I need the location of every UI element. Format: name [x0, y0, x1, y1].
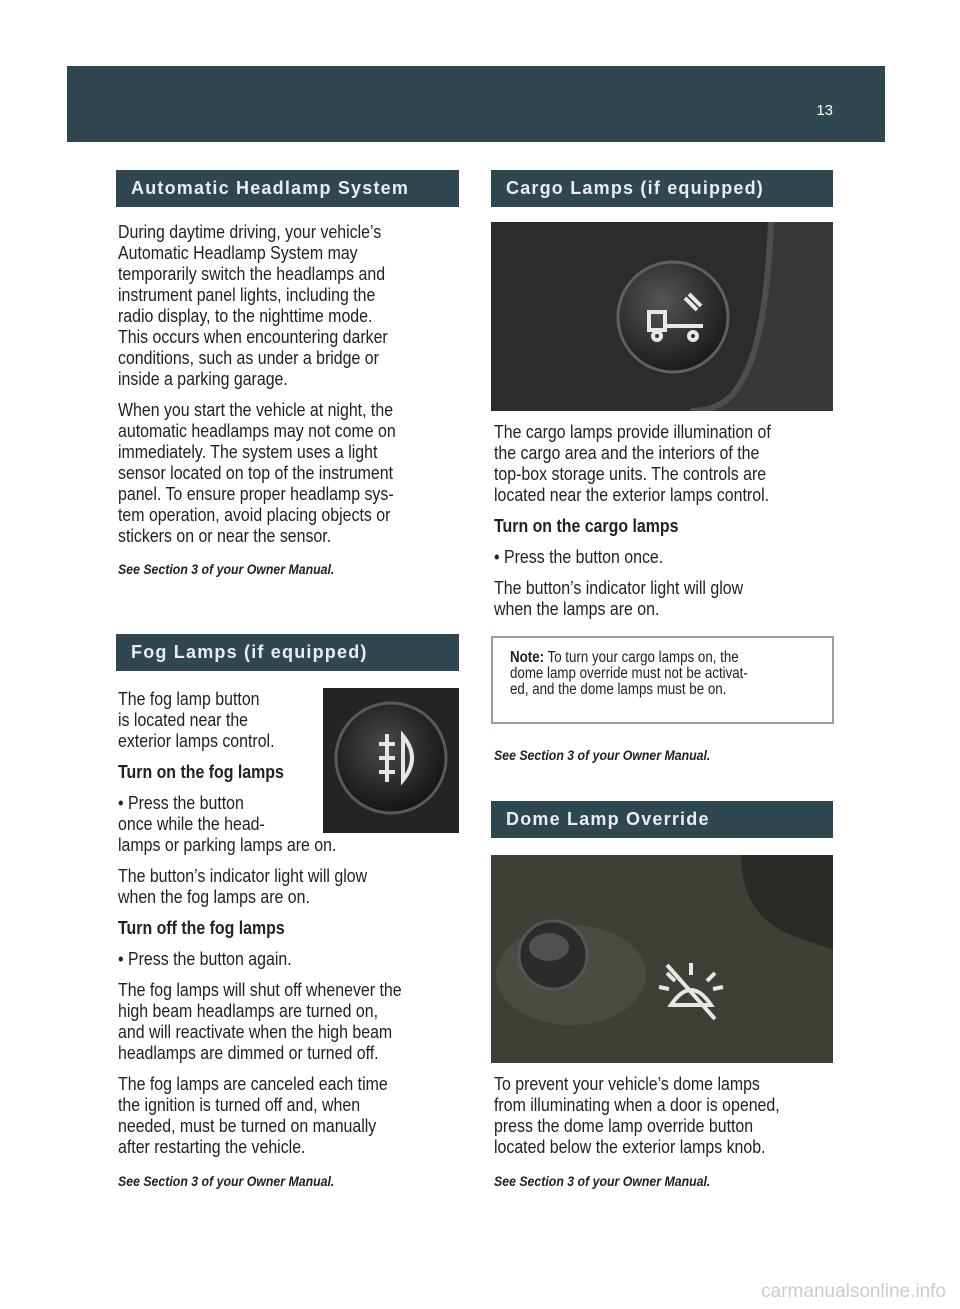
fog-turn-on-heading: Turn on the fog lamps [118, 761, 284, 782]
fog-heading: Fog Lamps (if equipped) [116, 634, 459, 671]
dome-body [494, 1073, 836, 1192]
fog-ref: See Section 3 of your Owner Manual. [118, 1173, 335, 1189]
cargo-ref-wrap [494, 745, 836, 766]
watermark: carmanualsonline.info [761, 1281, 946, 1302]
dome-section [491, 801, 833, 838]
auto-headlamp-body [118, 221, 463, 580]
dome-description: To prevent your vehicle’s dome lamps from illuminating when a door is opened, press the dome lamp override button located below the exterior lamps knob. [494, 1073, 780, 1157]
dome-ref: See Section 3 of your Owner Manual. [494, 1173, 711, 1189]
cargo-ref: See Section 3 of your Owner Manual. [494, 747, 711, 763]
fog-section [116, 634, 459, 671]
fog-glow-text: The button’s indicator light will glow when the fog lamps are on. [118, 865, 368, 907]
auto-headlamp-heading: Automatic Headlamp System [116, 170, 459, 207]
cargo-turn-on-heading: Turn on the cargo lamps [494, 515, 679, 536]
cargo-turn-on-step: • Press the button once. [494, 546, 664, 567]
cargo-body [494, 421, 836, 619]
fog-body [118, 688, 463, 1192]
page-header-bar [67, 66, 885, 142]
auto-headlamp-section [116, 170, 459, 207]
page-number: 13 [816, 102, 833, 119]
cargo-note-text: Note: To turn your cargo lamps on, the dome lamp override must not be activat- ed, and the dome lamps must be on. [510, 649, 748, 698]
fog-cancel-text: The fog lamps are canceled each time the ignition is turned off and, when needed, must be turned on manually after restarting the vehicle. [118, 1073, 388, 1157]
auto-headlamp-p1: During daytime driving, your vehicle’s Automatic Headlamp System may temporarily switch the headlamps and instrument panel lights, including the radio display, to the nighttime mode. This occurs when encountering darker conditions, such as under a bridge or inside a parking garage. [118, 221, 388, 389]
fog-turn-off-heading: Turn off the fog lamps [118, 917, 285, 938]
dome-heading: Dome Lamp Override [491, 801, 833, 838]
cargo-lamp-photo [491, 222, 833, 411]
cargo-glow-text: The button’s indicator light will glow when the lamps are on. [494, 577, 744, 619]
cargo-note-box [491, 636, 834, 724]
dome-lamp-photo [491, 855, 833, 1063]
auto-headlamp-p2: When you start the vehicle at night, the automatic headlamps may not come on immediately. The system uses a light sensor located on top of the instrument panel. To ensure proper headlamp sys- tem operation, avoid placing objects or stickers on or near the sensor. [118, 399, 396, 546]
cargo-section [491, 170, 833, 207]
fog-shutoff-text: The fog lamps will shut off whenever the high beam headlamps are turned on, and will reactivate when the high beam headlamps are dimmed or turned off. [118, 979, 402, 1063]
cargo-description: The cargo lamps provide illumination of the cargo area and the interiors of the top-box storage units. The controls are located near the exterior lamps control. [494, 421, 771, 505]
auto-headlamp-ref: See Section 3 of your Owner Manual. [118, 561, 335, 577]
fog-turn-on-step: • Press the button once while the head- lamps or parking lamps are on. [118, 792, 337, 855]
fog-turn-off-step: • Press the button again. [118, 948, 292, 969]
cargo-heading: Cargo Lamps (if equipped) [491, 170, 833, 207]
fog-intro: The fog lamp button is located near the exterior lamps control. [118, 688, 275, 751]
